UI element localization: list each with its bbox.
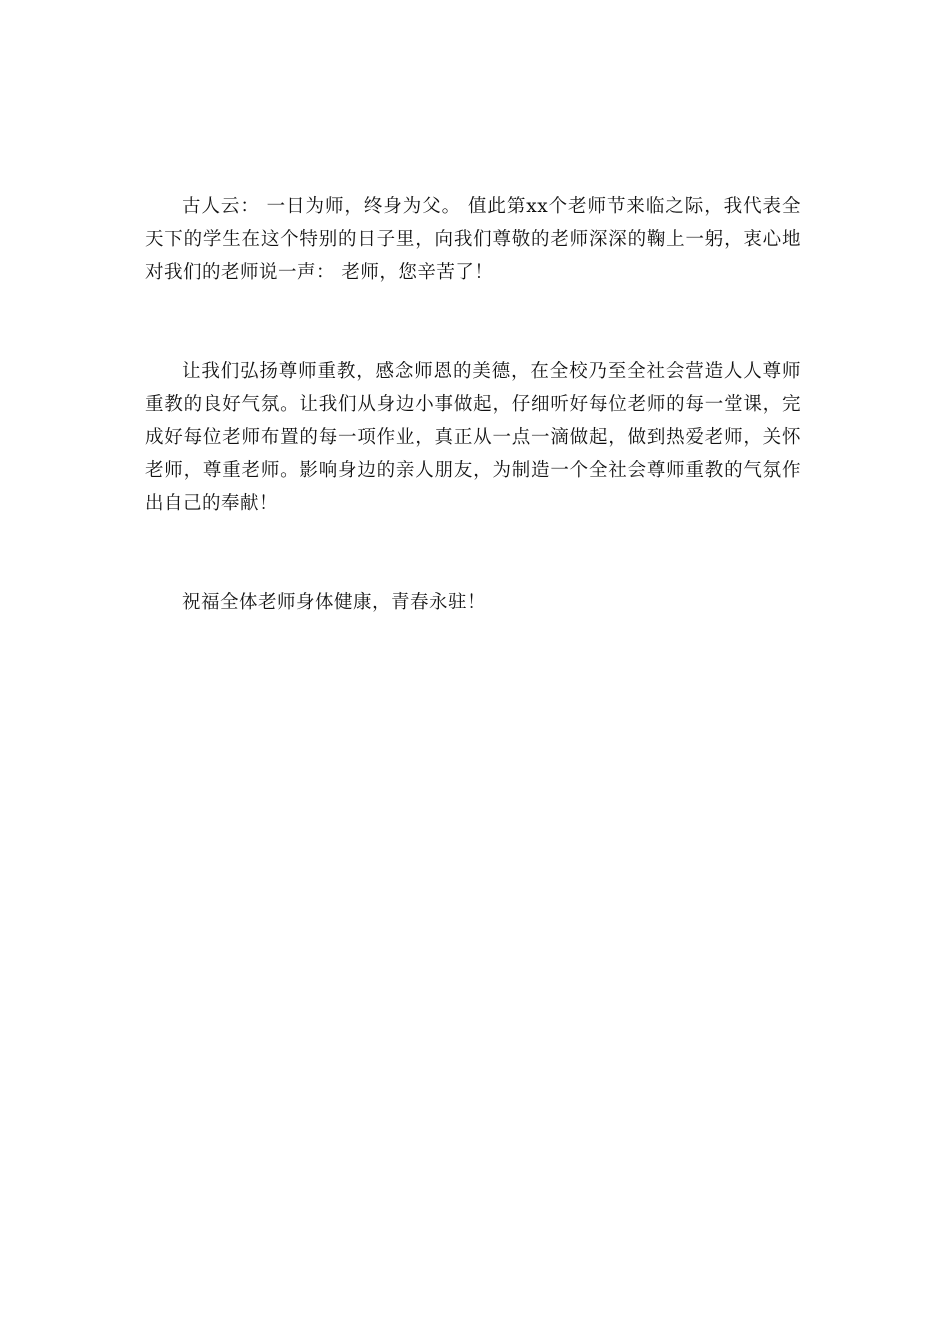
paragraph-call-to-action: 让我们弘扬尊师重教，感念师恩的美德，在全校乃至全社会营造人人尊师重教的良好气氛。让我们从身边小事做起，仔细听好每位老师的每一堂课，完成好每位老师布置的每一项作业，真正从一点一滴做起，做到热爱老师，关怀老师，尊重老师。影响身边的亲人朋友，为制造一个全社会尊师重教的气氛作出自己的奉献！ <box>145 361 801 514</box>
paragraph-intro: 古人云： 一日为师，终身为父。 值此第xx个老师节来临之际，我代表全天下的学生在这个特别的日子里，向我们尊敬的老师深深的鞠上一躬，衷心地对我们的老师说一声： 老师，您辛苦了！ <box>145 196 801 283</box>
paragraph-blessing: 祝福全体老师身体健康，青春永驻！ <box>182 592 487 613</box>
document-body <box>145 190 801 619</box>
